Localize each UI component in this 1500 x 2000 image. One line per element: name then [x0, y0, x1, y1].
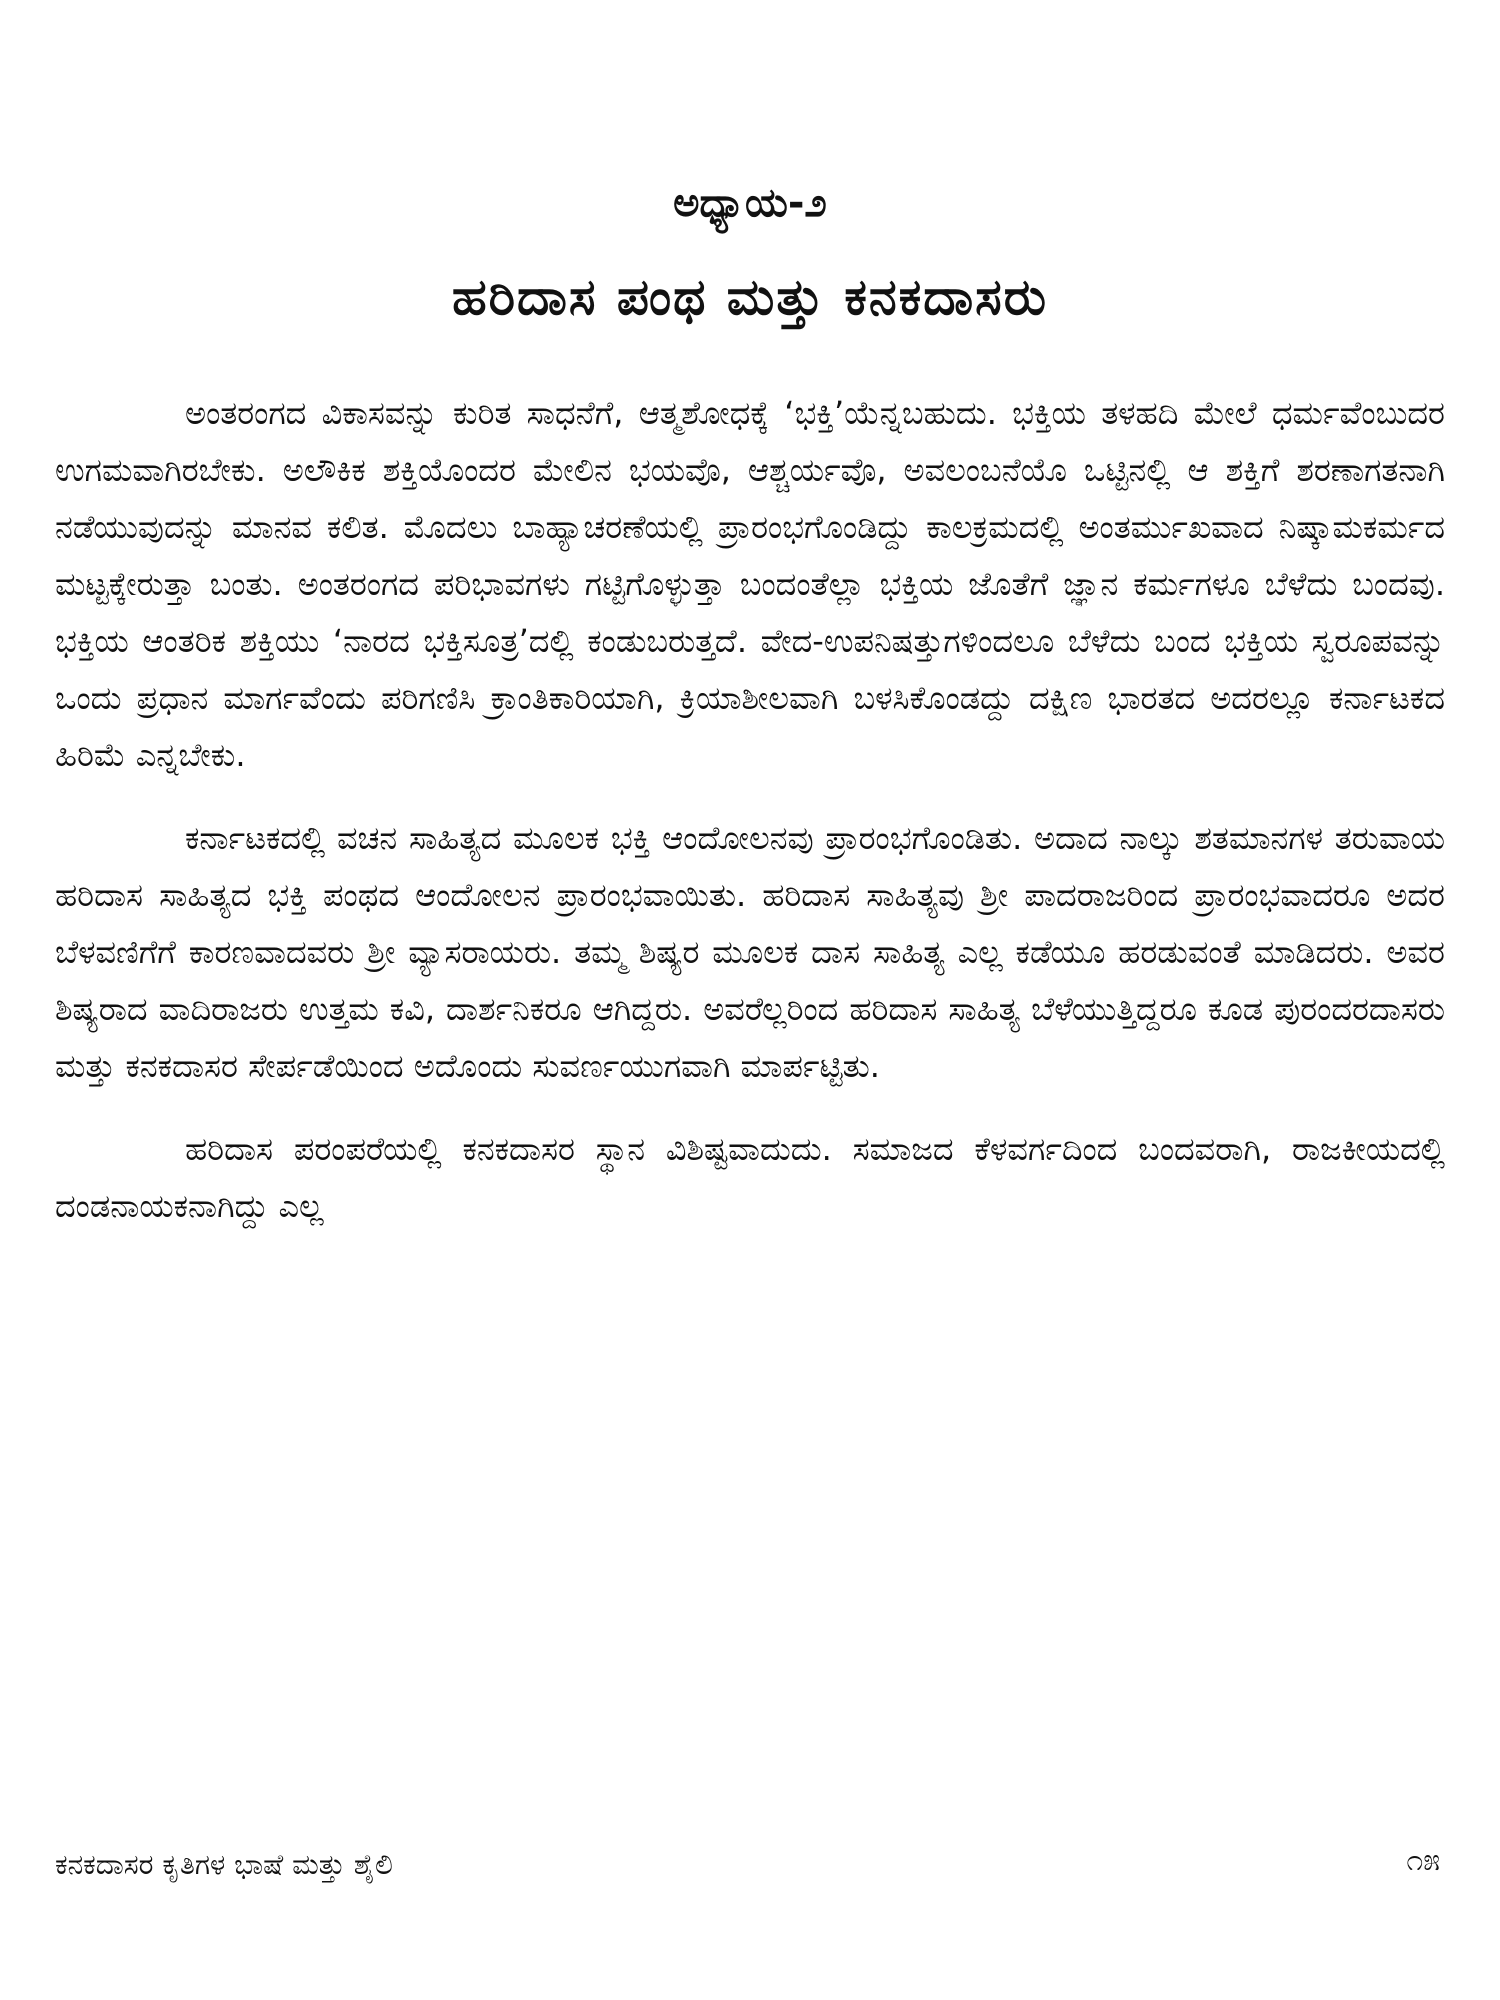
paragraph: ಹರಿದಾಸ ಪರಂಪರೆಯಲ್ಲಿ ಕನಕದಾಸರ ಸ್ಥಾನ ವಿಶಿಷ್ಟವಾದುದು. ಸಮಾಜದ ಕೆಳವರ್ಗದಿಂದ ಬಂದವರಾಗಿ, ರಾಜಕೀಯದಲ್ಲಿ ದಂಡನಾಯಕನಾಗಿದ್ದು ಎಲ್ಲ: [55, 1130, 1445, 1225]
body-text: [55, 385, 1445, 1261]
chapter-title: ಹರಿದಾಸ ಪಂಥ ಮತ್ತು ಕನಕದಾಸರು: [451, 268, 1049, 326]
paragraph: ಅಂತರಂಗದ ವಿಕಾಸವನ್ನು ಕುರಿತ ಸಾಧನೆಗೆ, ಆತ್ಮಶೋಧಕ್ಕೆ ‘ಭಕ್ತಿ’ಯೆನ್ನಬಹುದು. ಭಕ್ತಿಯ ತಳಹದಿ ಮೇಲೆ ಧರ್ಮವೆಂಬುದರ ಉಗಮವಾಗಿರಬೇಕು. ಅಲೌಕಿಕ ಶಕ್ತಿಯೊಂದರ ಮೇಲಿನ ಭಯವೊ, ಆಶ್ಚರ್ಯವೊ, ಅವಲಂಬನೆಯೊ ಒಟ್ಟಿನಲ್ಲಿ ಆ ಶಕ್ತಿಗೆ ಶರಣಾಗತನಾಗಿ ನಡೆಯುವುದನ್ನು ಮಾನವ ಕಲಿತ. ಮೊದಲು ಬಾಹ್ಯಾಚರಣೆಯಲ್ಲಿ ಪ್ರಾರಂಭಗೊಂಡಿದ್ದು ಕಾಲಕ್ರಮದಲ್ಲಿ ಅಂತರ್ಮುಖವಾದ ನಿಷ್ಕಾಮಕರ್ಮದ ಮಟ್ಟಕ್ಕೇರುತ್ತಾ ಬಂತು. ಅಂತರಂಗದ ಪರಿಭಾವಗಳು ಗಟ್ಟಿಗೊಳ್ಳುತ್ತಾ ಬಂದಂತೆಲ್ಲಾ ಭಕ್ತಿಯ ಜೊತೆಗೆ ಜ್ಞಾನ ಕರ್ಮಗಳೂ ಬೆಳೆದು ಬಂದವು. ಭಕ್ತಿಯ ಆಂತರಿಕ ಶಕ್ತಿಯು ‘ನಾರದ ಭಕ್ತಿಸೂತ್ರ’ದಲ್ಲಿ ಕಂಡುಬರುತ್ತದೆ. ವೇದ-ಉಪನಿಷತ್ತುಗಳಿಂದಲೂ ಬೆಳೆದು ಬಂದ ಭಕ್ತಿಯ ಸ್ವರೂಪವನ್ನು ಒಂದು ಪ್ರಧಾನ ಮಾರ್ಗವೆಂದು ಪರಿಗಣಿಸಿ ಕ್ರಾಂತಿಕಾರಿಯಾಗಿ, ಕ್ರಿಯಾಶೀಲವಾಗಿ ಬಳಸಿಕೊಂಡದ್ದು ದಕ್ಷಿಣ ಭಾರತದ ಅದರಲ್ಲೂ ಕರ್ನಾಟಕದ ಹಿರಿಮೆ ಎನ್ನಬೇಕು.: [55, 394, 1445, 774]
page-number: ೧೫: [1406, 1843, 1440, 1878]
footer-book-title: ಕನಕದಾಸರ ಕೃತಿಗಳ ಭಾಷೆ ಮತ್ತು ಶೈಲಿ: [55, 1848, 393, 1881]
paragraph: ಕರ್ನಾಟಕದಲ್ಲಿ ವಚನ ಸಾಹಿತ್ಯದ ಮೂಲಕ ಭಕ್ತಿ ಆಂದೋಲನವು ಪ್ರಾರಂಭಗೊಂಡಿತು. ಅದಾದ ನಾಲ್ಕು ಶತಮಾನಗಳ ತರುವಾಯ ಹರಿದಾಸ ಸಾಹಿತ್ಯದ ಭಕ್ತಿ ಪಂಥದ ಆಂದೋಲನ ಪ್ರಾರಂಭವಾಯಿತು. ಹರಿದಾಸ ಸಾಹಿತ್ಯವು ಶ್ರೀ ಪಾದರಾಜರಿಂದ ಪ್ರಾರಂಭವಾದರೂ ಅದರ ಬೆಳವಣಿಗೆಗೆ ಕಾರಣವಾದವರು ಶ್ರೀ ವ್ಯಾಸರಾಯರು. ತಮ್ಮ ಶಿಷ್ಯರ ಮೂಲಕ ದಾಸ ಸಾಹಿತ್ಯ ಎಲ್ಲ ಕಡೆಯೂ ಹರಡುವಂತೆ ಮಾಡಿದರು. ಅವರ ಶಿಷ್ಯರಾದ ವಾದಿರಾಜರು ಉತ್ತಮ ಕವಿ, ದಾರ್ಶನಿಕರೂ ಆಗಿದ್ದರು. ಅವರೆಲ್ಲರಿಂದ ಹರಿದಾಸ ಸಾಹಿತ್ಯ ಬೆಳೆಯುತ್ತಿದ್ದರೂ ಕೂಡ ಪುರಂದರದಾಸರು ಮತ್ತು ಕನಕದಾಸರ ಸೇರ್ಪಡೆಯಿಂದ ಅದೊಂದು ಸುವರ್ಣಯುಗವಾಗಿ ಮಾರ್ಪಟ್ಟಿತು.: [55, 819, 1445, 1085]
chapter-heading: ಅಧ್ಯಾಯ-೨: [673, 180, 827, 226]
